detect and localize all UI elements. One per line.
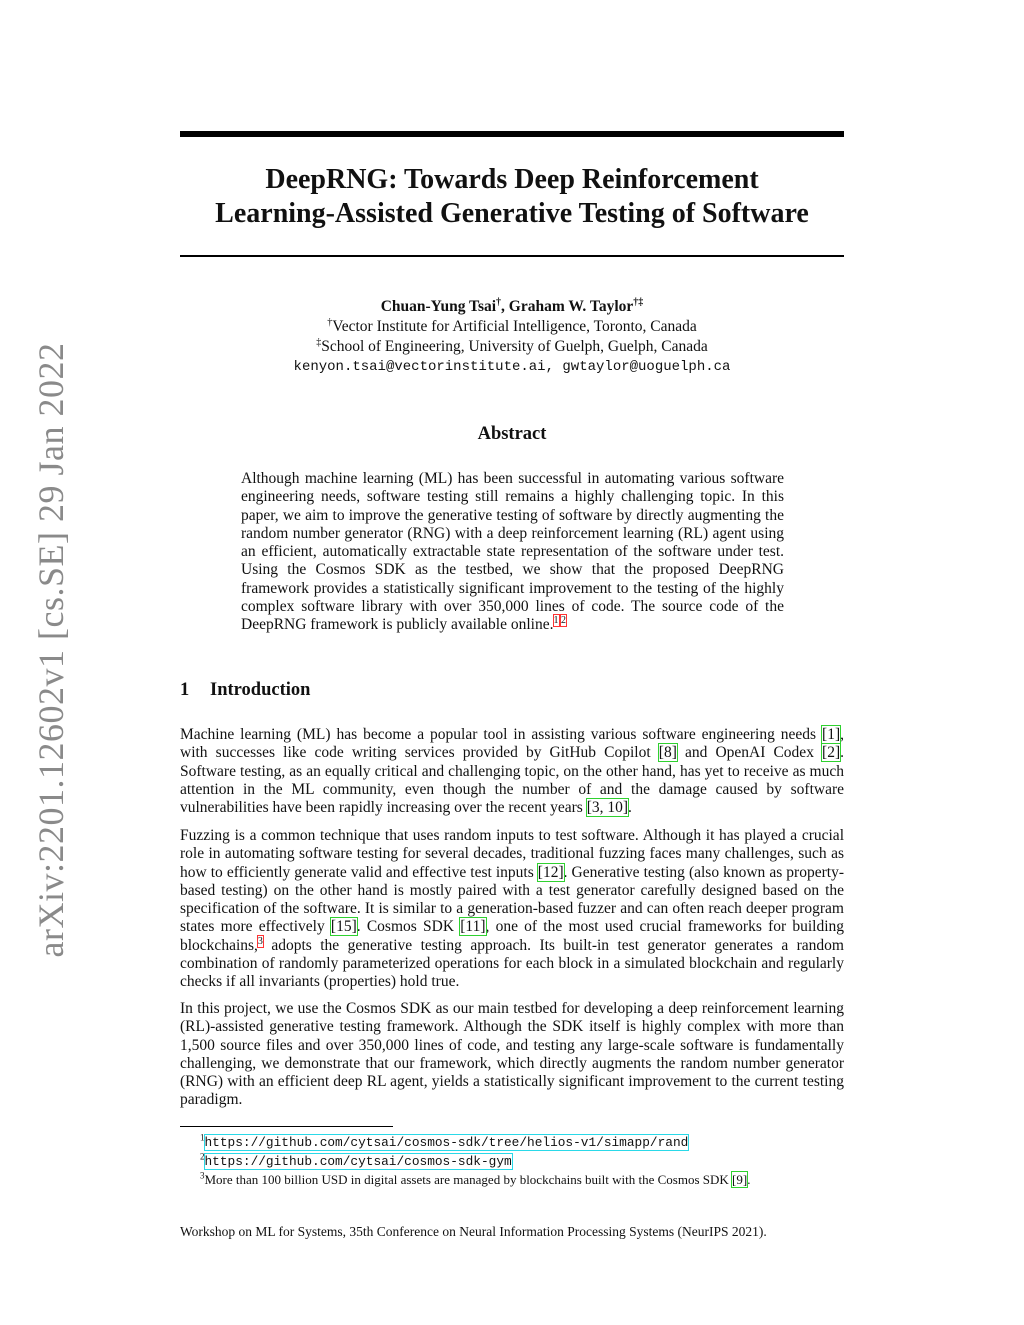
- citation-9[interactable]: [9]: [732, 1172, 748, 1187]
- footnote-3-end: .: [747, 1172, 751, 1187]
- footnote-3-mark: 3: [200, 1170, 205, 1181]
- p1-text-d: . Software testing, as an equally critical and challenging topic, on the other hand, has yet to receive as much attention in the ML community, even though the number of and the damage caused by software vulnerabilities have been rapidly increasing over the recent years: [180, 744, 844, 817]
- affiliation-1: [180, 317, 844, 337]
- affiliation-1-text: Vector Institute for Artificial Intelligence, Toronto, Canada: [332, 318, 697, 335]
- footnote-1: [200, 1133, 844, 1152]
- p2-text-d: , one of the most used crucial frameworks for building blockchains,: [180, 918, 845, 954]
- intro-paragraph-2: [180, 827, 844, 992]
- footnotes: [200, 1133, 844, 1189]
- author-names: [180, 297, 844, 317]
- email-separator: ,: [545, 359, 563, 375]
- footnote-1-mark: 1: [200, 1132, 205, 1143]
- p1-text-b: , with successes like code writing services provided by GitHub Copilot: [180, 726, 844, 762]
- footnote-separator: ,: [558, 615, 561, 627]
- author-2-mark: †‡: [633, 296, 644, 308]
- section-number: 1: [180, 680, 190, 700]
- footnote-3-text: More than 100 billion USD in digital assets are managed by blockchains built with the Cosmos SDK: [204, 1172, 733, 1187]
- paper-title: [180, 163, 844, 231]
- title-line-1: DeepRNG: Towards Deep Reinforcement: [265, 164, 759, 195]
- citation-11[interactable]: [11]: [460, 918, 486, 936]
- affiliation-2: [180, 337, 844, 357]
- footnote-2-url-link[interactable]: https://github.com/cytsai/cosmos-sdk-gym: [204, 1154, 512, 1169]
- arxiv-identifier-stamp: arXiv:2201.12602v1 [cs.SE] 29 Jan 2022: [31, 342, 71, 958]
- intro-paragraph-1: [180, 726, 844, 817]
- p1-text-c: and OpenAI Codex: [676, 744, 823, 762]
- affiliation-2-mark: ‡: [316, 336, 322, 348]
- footnote-1-url-link[interactable]: https://github.com/cytsai/cosmos-sdk/tree/helios-v1/simapp/rand: [204, 1135, 689, 1150]
- p1-text-a: Machine learning (ML) has become a popular tool in assisting various software engineering needs: [180, 726, 823, 743]
- author-block: [180, 297, 844, 377]
- email-2[interactable]: gwtaylor@uoguelph.ca: [562, 359, 731, 375]
- footnote-2: [200, 1152, 844, 1171]
- footnote-3: [200, 1171, 844, 1189]
- footnote-2-mark: 2: [200, 1151, 205, 1162]
- p2-text-b: . Generative testing (also known as property-based testing) on the other hand is mostly paired with a test generator carefully designed based on the specification of the software. It is similar to a generation-based fuzzer and can often reach deeper program states more effectively: [180, 863, 844, 936]
- footnote-link-3[interactable]: 3: [257, 935, 263, 947]
- author-separator: ,: [501, 298, 509, 315]
- p2-text-a: Fuzzing is a common technique that uses random inputs to test software. Although it has played a crucial role in automating software testing for several decades, traditional fuzzing faces many challenges, such as how to efficiently generate valid and effective test inputs: [180, 827, 844, 881]
- citation-3-10[interactable]: [3, 10]: [586, 799, 629, 817]
- author-emails: [180, 357, 844, 377]
- footnote-rule: [180, 1126, 393, 1127]
- footnote-link-1[interactable]: 1: [553, 615, 559, 627]
- author-2: Graham W. Taylor: [508, 298, 634, 315]
- p1-text-e: .: [628, 799, 632, 817]
- abstract-heading: Abstract: [477, 424, 547, 444]
- citation-8[interactable]: [8]: [658, 744, 677, 762]
- citation-1[interactable]: [1]: [822, 726, 841, 743]
- author-1: Chuan-Yung Tsai: [380, 298, 497, 315]
- section-title: Introduction: [210, 680, 311, 700]
- citation-2[interactable]: [2]: [822, 744, 841, 762]
- title-top-rule: [180, 131, 844, 137]
- section-heading-introduction: [180, 680, 310, 701]
- title-bottom-rule: [180, 255, 844, 257]
- p2-text-c: . Cosmos SDK: [356, 918, 461, 936]
- venue-notice: Workshop on ML for Systems, 35th Conference on Neural Information Processing Systems (NeurIPS 2021).: [180, 1224, 767, 1239]
- intro-paragraph-3: In this project, we use the Cosmos SDK as our main testbed for developing a deep reinforcement learning (RL)-assisted generative testing framework. Although the SDK itself is highly complex with more than 1,500 source files and over 350,000 lines of code, and testing any large-scale software is fundamentally challenging, we demonstrate that our framework, which directly augments the random number generator (RNG) with an efficient deep RL agent, yields a statistically significant improvement to the current testing paradigm.: [180, 1000, 844, 1109]
- affiliation-1-mark: †: [327, 316, 333, 328]
- email-1[interactable]: kenyon.tsai@vectorinstitute.ai: [293, 359, 546, 375]
- p2-text-e: adopts the generative testing approach. Its built-in test generator generates a random combination of randomly parameterized operations for each block in a simulated blockchain and regularly checks if all invariants (properties) hold true.: [180, 936, 844, 991]
- title-line-2: Learning-Assisted Generative Testing of Software: [215, 198, 809, 229]
- abstract-text: [241, 470, 784, 635]
- citation-15[interactable]: [15]: [330, 918, 357, 936]
- citation-12[interactable]: [12]: [537, 863, 564, 881]
- footnote-link-2[interactable]: 2: [561, 615, 566, 627]
- abstract-body: Although machine learning (ML) has been successful in automating various software engineering needs, software testing still remains a highly challenging topic. In this paper, we aim to improve the generative testing of software by directly augmenting the random number generator (RNG) with a deep reinforcement learning (RL) agent using an efficient, automatically extractable state representation of the software under test. Using the Cosmos SDK as the testbed, we show that the proposed DeepRNG framework provides a statistically significant improvement to the testing of the highly complex software library with over 350,000 lines of code. The source code of the DeepRNG framework is publicly available online.: [241, 470, 784, 634]
- affiliation-2-text: School of Engineering, University of Guelph, Guelph, Canada: [321, 338, 708, 355]
- author-1-mark: †: [496, 296, 502, 308]
